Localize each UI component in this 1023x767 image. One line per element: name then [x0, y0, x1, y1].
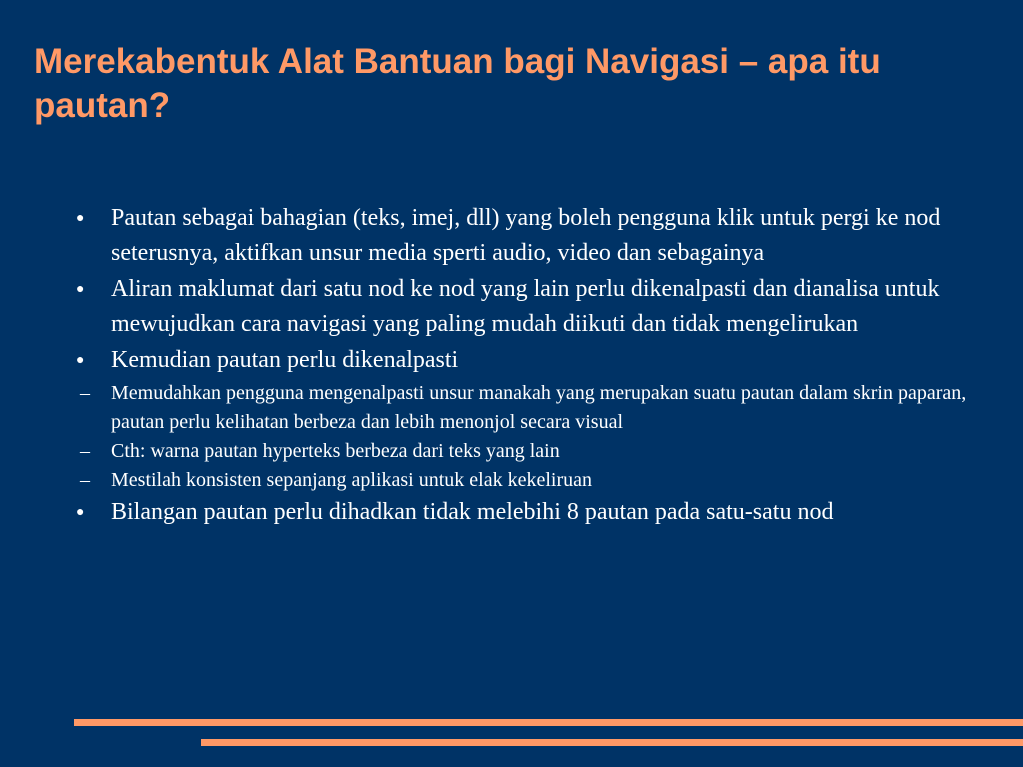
bullet-text: Aliran maklumat dari satu nod ke nod yang lain perlu dikenalpasti dan dianalisa untuk mewujudkan cara navigasi yang paling mudah diikuti dan tidak mengelirukan [111, 276, 940, 337]
dash-icon: – [80, 469, 90, 491]
dash-icon: – [80, 382, 90, 404]
bullet-dot-icon: ● [76, 282, 85, 297]
sub-bullet-item [70, 437, 970, 466]
bullet-dot-icon: ● [76, 211, 85, 226]
sub-bullet-text: Memudahkan pengguna mengenalpasti unsur manakah yang merupakan suatu pautan dalam skrin paparan, pautan perlu kelihatan berbeza dan lebih menonjol secara visual [111, 382, 967, 433]
bullet-item [70, 343, 970, 378]
slide-title: Merekabentuk Alat Bantuan bagi Navigasi – apa itu pautan? [34, 42, 881, 125]
sub-bullet-list [70, 379, 970, 495]
bullet-dot-icon: ● [76, 505, 85, 520]
bullet-list [70, 201, 970, 531]
decorative-rule-bottom [201, 739, 1023, 746]
bullet-dot-icon: ● [76, 353, 85, 368]
bullet-text: Pautan sebagai bahagian (teks, imej, dll) yang boleh pengguna klik untuk pergi ke nod seterusnya, aktifkan unsur media sperti audio, video dan sebagainya [111, 205, 941, 266]
bullet-item [70, 272, 970, 342]
sub-bullet-text: Mestilah konsisten sepanjang aplikasi untuk elak kekeliruan [111, 469, 592, 491]
sub-bullet-item [70, 379, 970, 437]
bullet-text: Bilangan pautan perlu dihadkan tidak melebihi 8 pautan pada satu-satu nod [111, 499, 834, 525]
sub-bullet-group [70, 379, 970, 495]
sub-bullet-text: Cth: warna pautan hyperteks berbeza dari teks yang lain [111, 440, 560, 462]
bullet-text: Kemudian pautan perlu dikenalpasti [111, 347, 459, 373]
bullet-item [70, 201, 970, 271]
dash-icon: – [80, 440, 90, 462]
sub-bullet-item [70, 466, 970, 495]
decorative-rule-top [74, 719, 1023, 726]
bullet-item [70, 495, 970, 530]
